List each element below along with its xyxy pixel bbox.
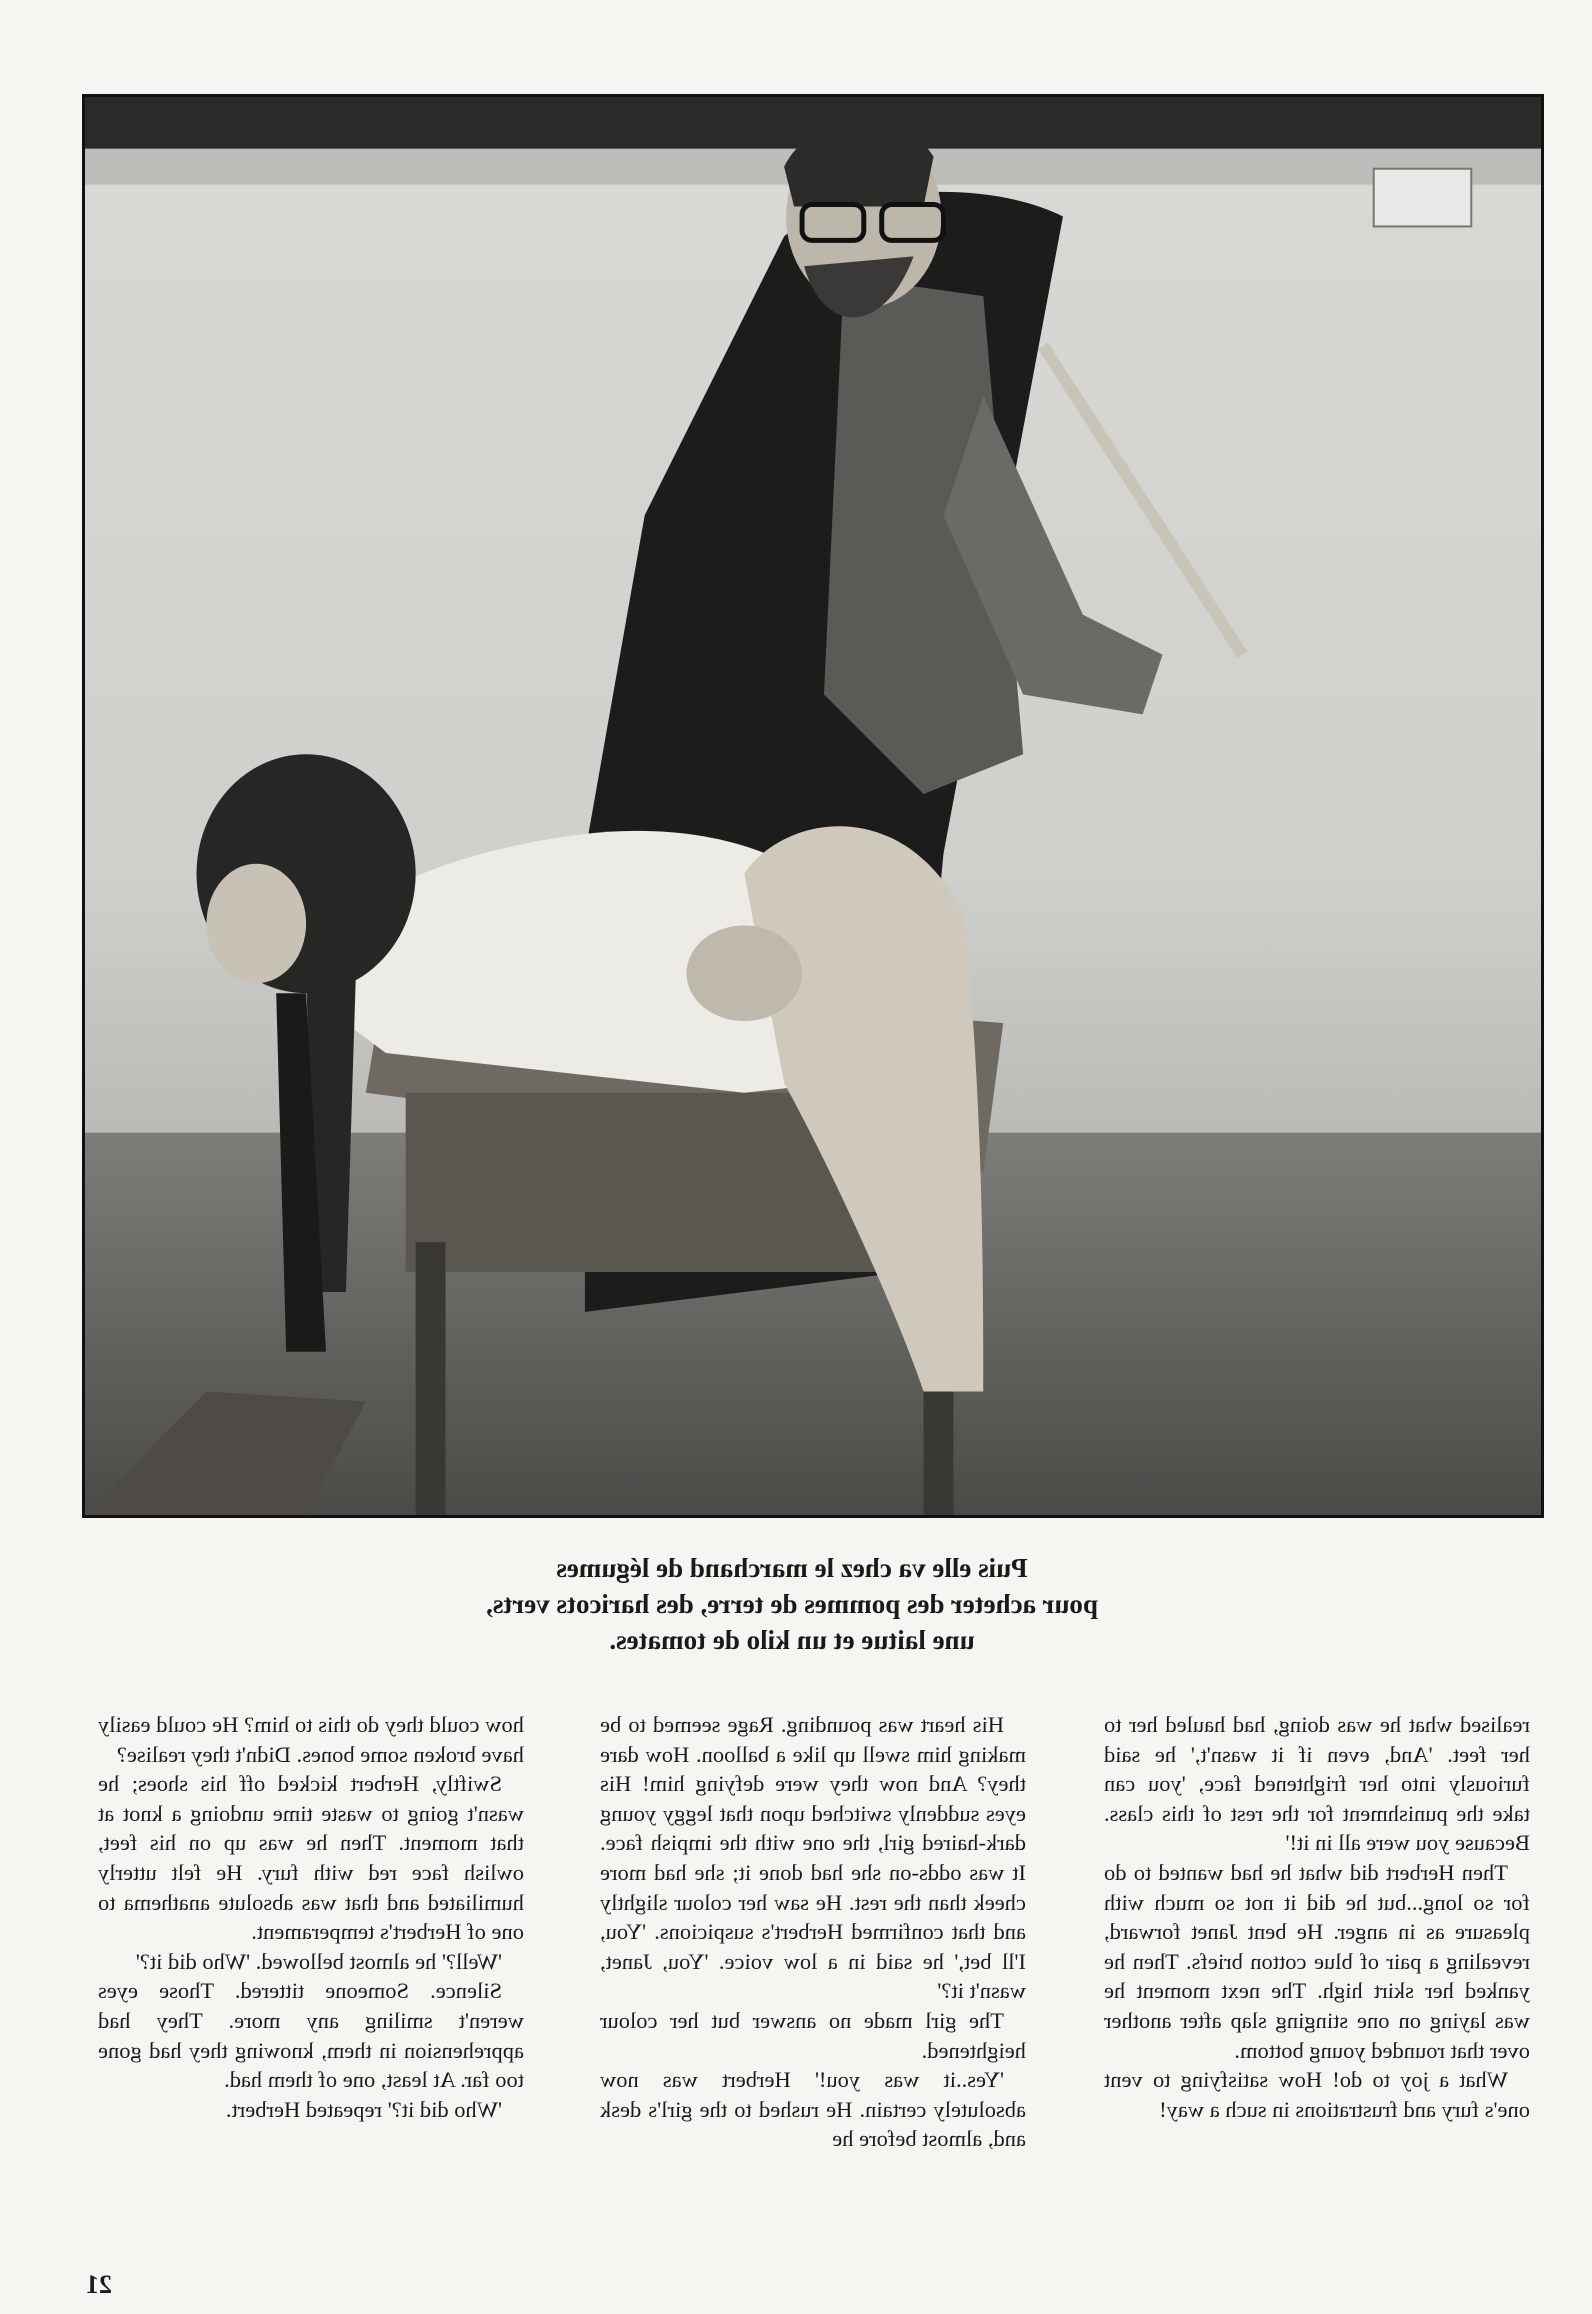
photo-illustration (85, 97, 1541, 1515)
text-column-2 (600, 1710, 1026, 2154)
text-column-3 (1104, 1710, 1530, 2124)
classroom-photo (82, 94, 1544, 1518)
paragraph: The girl made no answer but her colour heightened. (600, 2007, 1026, 2063)
paragraph: how could they do this to him? He could easily have broken some bones. Didn't they realise? (98, 1712, 524, 1767)
paragraph: His heart was pounding. Rage seemed to be making him swell up like a balloon. How dare they? And now they were defying him! His eyes suddenly switched upon that leggy young dark-haired girl, the one with the impish face. It was odds-on she had done it; she had more cheek than the rest. He saw her colour slightly and that confirmed Herbert's suspicions. 'You, I'll bet,' he said in a low voice. 'You, Janet, wasn't it?' (600, 1712, 1026, 2004)
caption-line-1: Puis elle va chez le marchand de légumes (556, 1553, 1028, 1583)
paragraph: Then Herbert did what he had wanted to do for so long...but he did it not so much with pleasure as in anger. He bent Janet forward, revealing a pair of blue cotton briefs. Then he yanked her skirt high. The next moment he was laying on one stinging slap after another over that rounded young bottom. (1104, 1859, 1530, 2063)
paragraph: realised what he was doing, had hauled her to her feet. 'And, even if it wasn't,' he said furiously into her frightened face, 'you can take the punishment for the rest of this class. Because you were all in it!' (1104, 1712, 1530, 1856)
paragraph: 'Yes..it was you!' Herbert was now absolutely certain. He rushed to the girl's desk and, almost before he (600, 2067, 1026, 2152)
caption-line-3: une laitue et un kilo de tomates. (609, 1625, 975, 1655)
paragraph: 'Who did it?' repeated Herbert. (225, 2096, 502, 2122)
caption-line-2: pour acheter des pommes de terre, des haricots verts, (486, 1589, 1098, 1619)
paragraph: 'Well?' he almost bellowed. 'Who did it?' (135, 1948, 502, 1974)
text-column-1 (98, 1710, 524, 2124)
paragraph: Silence. Someone tittered. Those eyes weren't smiling any more. They had apprehension in them, knowing they had gone too far. At least, one of them had. (98, 1978, 524, 2093)
photo-caption (412, 1550, 1172, 1658)
paragraph: Swiftly, Herbert kicked off his shoes; he wasn't going to waste time undoing a knot at that moment. Then he was up on his feet, owlish face red with fury. He felt utterly humiliated and that was absolute anathema to one of Herbert's temperament. (98, 1771, 524, 1945)
page-number: 21 (86, 2270, 112, 2299)
paragraph: What a joy to do! How satisfying to vent one's fury and frustrations in such a way! (1104, 2067, 1530, 2122)
